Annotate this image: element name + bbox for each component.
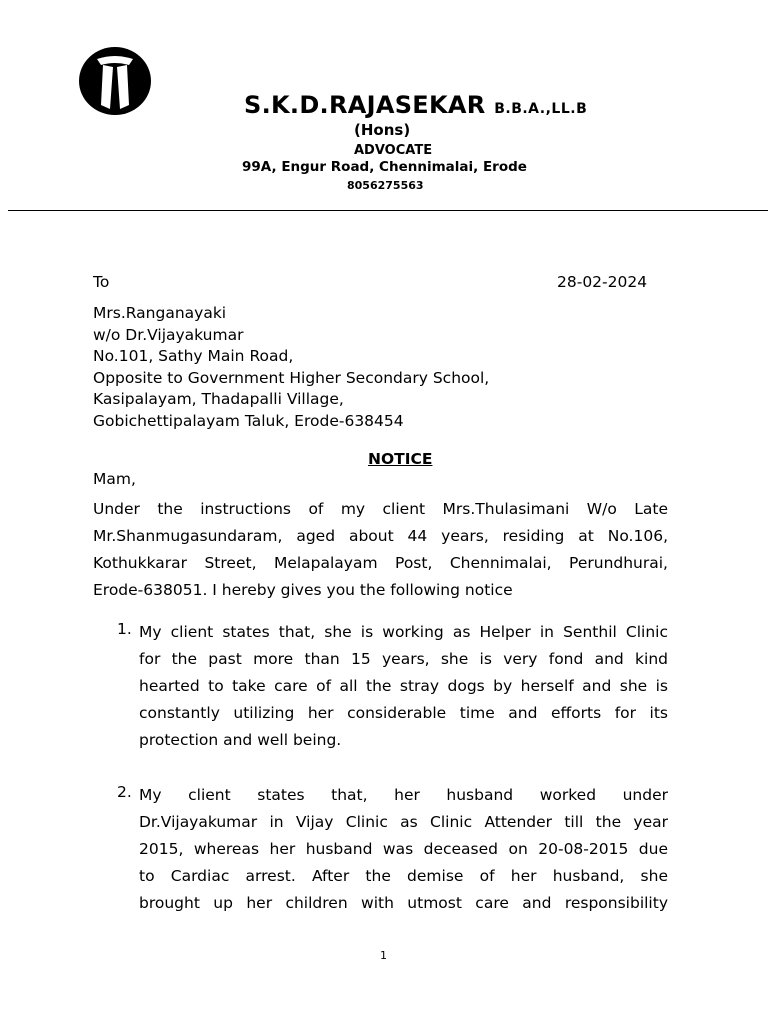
page-number: 1 [380,949,387,962]
paragraph-line: protection and well being. [139,731,342,749]
intro-paragraph [93,496,668,604]
paragraph-line: brought up her children with utmost care and responsibility [139,894,668,912]
recipient-line: Opposite to Government Higher Secondary School, [93,368,490,387]
notice-title: NOTICE [368,450,433,468]
advocate-name-text: S.K.D.RAJASEKAR [244,91,486,119]
paragraph-line: Dr.Vijayakumar in Vijay Clinic as Clinic Attender till the year [139,813,668,831]
list-item-paragraph [139,619,668,754]
paragraph-line: Mr.Shanmugasundaram, aged about 44 years, residing at No.106, [93,527,668,545]
advocate-bands-emblem-icon [77,45,153,117]
office-address: 99A, Engur Road, Chennimalai, Erode [242,159,527,175]
honours: (Hons) [354,121,411,139]
qualifications: B.B.A.,LL.B [494,101,588,117]
header-divider [8,210,768,211]
paragraph-line: hearted to take care of all the stray dogs by herself and she is [139,677,668,695]
paragraph-line: Under the instructions of my client Mrs.Thulasimani W/o Late [93,500,668,518]
to-label: To [93,273,110,291]
list-item-number: 2. [117,783,132,801]
paragraph-line: Kothukkarar Street, Melapalayam Post, Chennimalai, Perundhurai, [93,554,668,572]
salutation: Mam, [93,470,136,488]
recipient-line: No.101, Sathy Main Road, [93,347,294,365]
paragraph-line: 2015, whereas her husband was deceased on 20-08-2015 due [139,840,668,858]
paragraph-line: for the past more than 15 years, she is very fond and kind [139,650,668,668]
designation: ADVOCATE [354,143,433,158]
paragraph-line: constantly utilizing her considerable time and efforts for its [139,704,668,722]
paragraph-line: to Cardiac arrest. After the demise of her husband, she [139,867,668,885]
paragraph-line: My client states that, her husband worked under [139,786,668,804]
letter-date: 28-02-2024 [557,273,648,291]
phone-number: 8056275563 [347,179,424,192]
paragraph-line: Erode-638051. I hereby gives you the following notice [93,581,513,599]
recipient-line: Gobichettipalayam Taluk, Erode-638454 [93,411,404,430]
recipient-line: w/o Dr.Vijayakumar [93,325,244,344]
recipient-line: Kasipalayam, Thadapalli Village, [93,390,344,408]
recipient-line: Mrs.Ranganayaki [93,304,227,322]
paragraph-line: My client states that, she is working as Helper in Senthil Clinic [139,623,668,641]
recipient-address [93,303,489,432]
list-item-number: 1. [117,620,132,638]
advocate-name [244,91,587,119]
list-item-paragraph [139,782,668,917]
